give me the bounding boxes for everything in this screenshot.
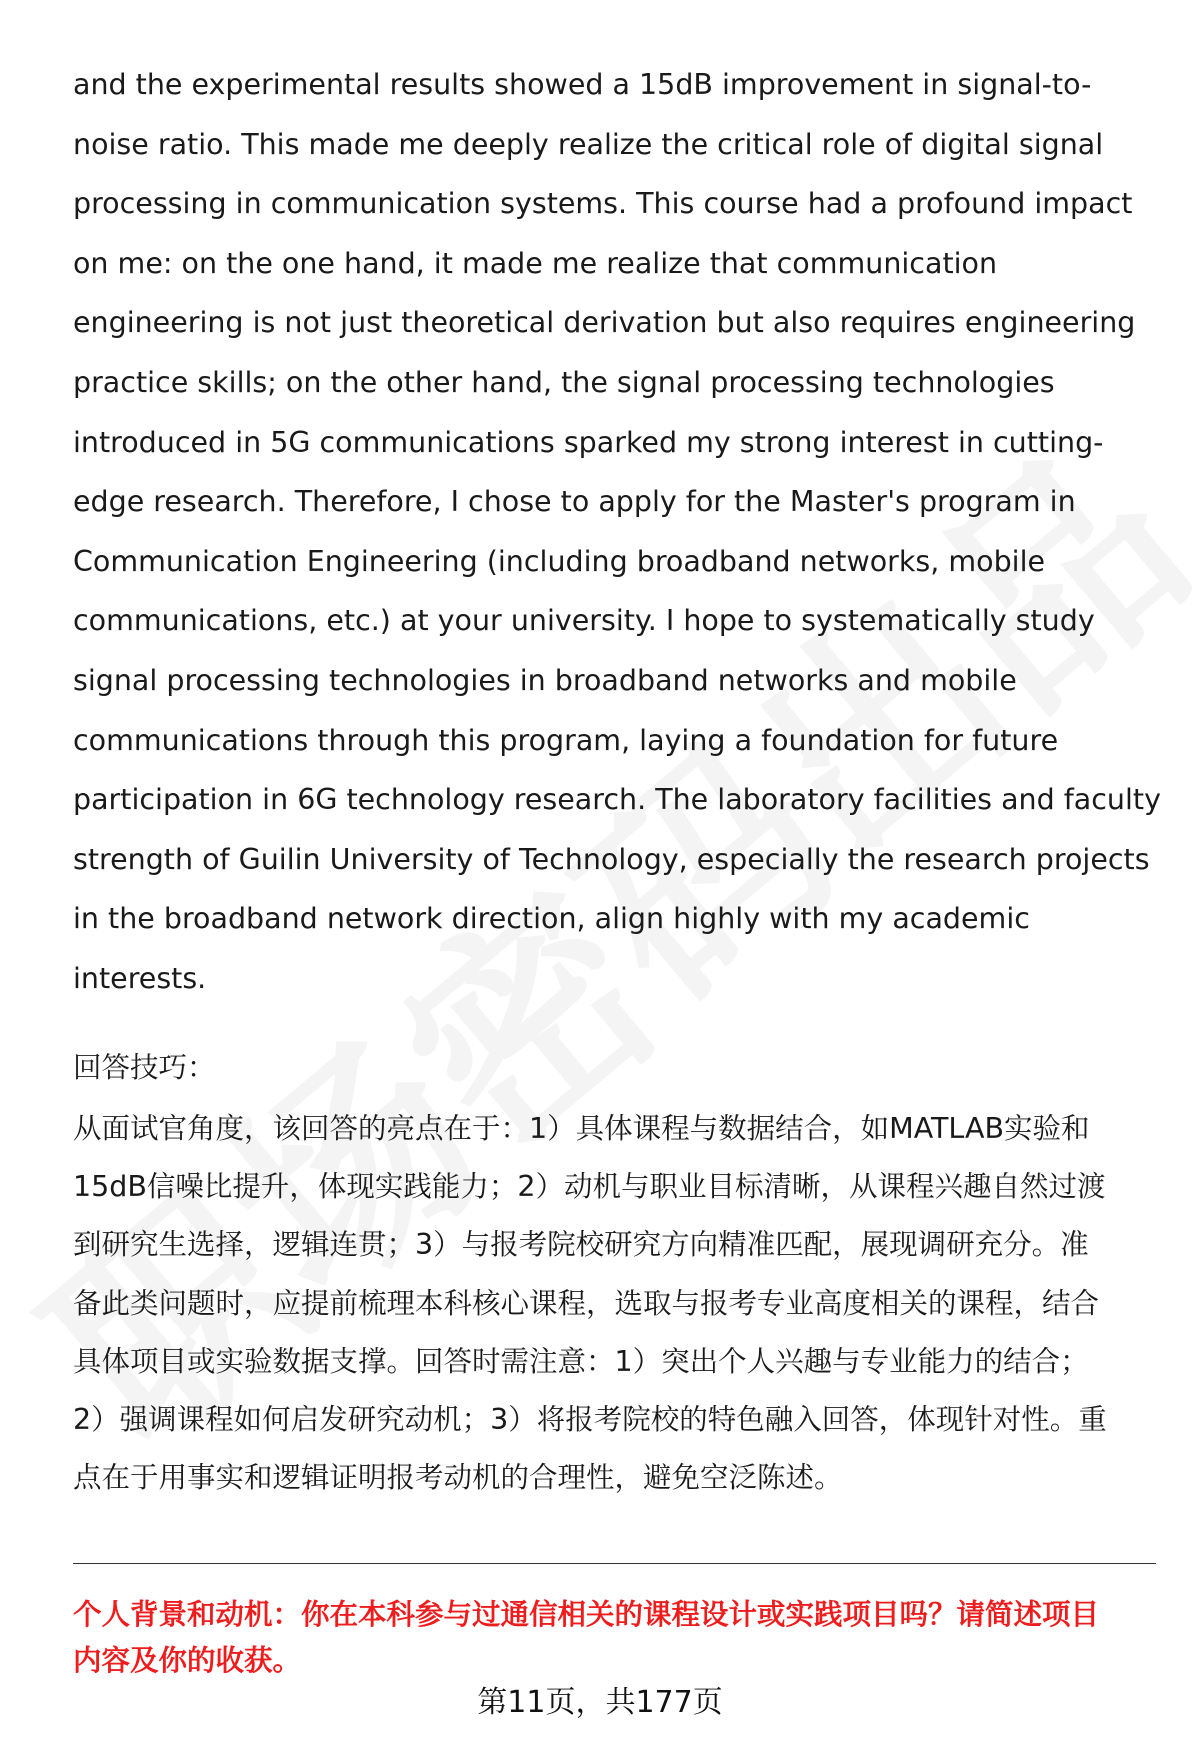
tips-line: 从面试官角度，该回答的亮点在于：1）具体课程与数据结合，如MATLAB实验和 bbox=[73, 1112, 1090, 1145]
tips-line: 2）强调课程如何启发研究动机；3）将报考院校的特色融入回答，体现针对性。重 bbox=[73, 1403, 1107, 1437]
tips-line: 具体项目或实验数据支撑。回答时需注意：1）突出个人兴趣与专业能力的结合； bbox=[73, 1344, 1089, 1378]
answer-line: engineering is not just theoretical derivation but also requires engineering bbox=[73, 306, 1136, 340]
answer-line: communications, etc.) at your university. I hope to systematically study bbox=[73, 604, 1095, 638]
section-divider bbox=[73, 1563, 1156, 1564]
tips-heading: 回答技巧： bbox=[73, 1051, 216, 1084]
tips-line: 15dB信噪比提升，体现实践能力；2）动机与职业目标清晰，从课程兴趣自然过渡 bbox=[73, 1170, 1106, 1204]
tips-line: 备此类问题时，应提前梳理本科核心课程，选取与报考专业高度相关的课程，结合 bbox=[73, 1286, 1100, 1320]
answer-line: noise ratio. This made me deeply realize the critical role of digital signal bbox=[73, 127, 1104, 161]
tips-line: 到研究生选择，逻辑连贯；3）与报考院校研究方向精准匹配，展现调研充分。准 bbox=[73, 1228, 1089, 1262]
answer-line: signal processing technologies in broadband networks and mobile bbox=[73, 663, 1017, 697]
answer-line: edge research. Therefore, I chose to apply for the Master's program in bbox=[73, 485, 1076, 519]
answer-line: introduced in 5G communications sparked my strong interest in cutting- bbox=[73, 425, 1104, 459]
tips-line: 点在于用事实和逻辑证明报考动机的合理性，避免空泛陈述。 bbox=[73, 1461, 843, 1495]
answer-line: in the broadband network direction, align highly with my academic bbox=[73, 902, 1030, 936]
answer-line: and the experimental results showed a 15dB improvement in signal-to- bbox=[73, 68, 1092, 101]
answer-line: interests. bbox=[73, 961, 207, 995]
answer-paragraph bbox=[73, 55, 1161, 1009]
answer-line: participation in 6G technology research. The laboratory facilities and faculty bbox=[73, 783, 1161, 817]
page-number: 第11页，共177页 bbox=[477, 1685, 723, 1720]
answer-line: processing in communication systems. This course had a profound impact bbox=[73, 187, 1133, 221]
answer-line: Communication Engineering (including broadband networks, mobile bbox=[73, 544, 1046, 578]
next-question-line: 内容及你的收获。 bbox=[73, 1644, 302, 1677]
answer-line: on me: on the one hand, it made me realize that communication bbox=[73, 246, 998, 280]
next-question bbox=[73, 1592, 1163, 1684]
next-question-line: 个人背景和动机：你在本科参与过通信相关的课程设计或实践项目吗？请简述项目 bbox=[73, 1598, 1100, 1631]
answer-line: practice skills; on the other hand, the signal processing technologies bbox=[73, 365, 1055, 399]
answer-line: communications through this program, laying a foundation for future bbox=[73, 723, 1059, 757]
answer-line: strength of Guilin University of Technology, especially the research projects bbox=[73, 842, 1150, 876]
tips-body bbox=[73, 1100, 1153, 1507]
